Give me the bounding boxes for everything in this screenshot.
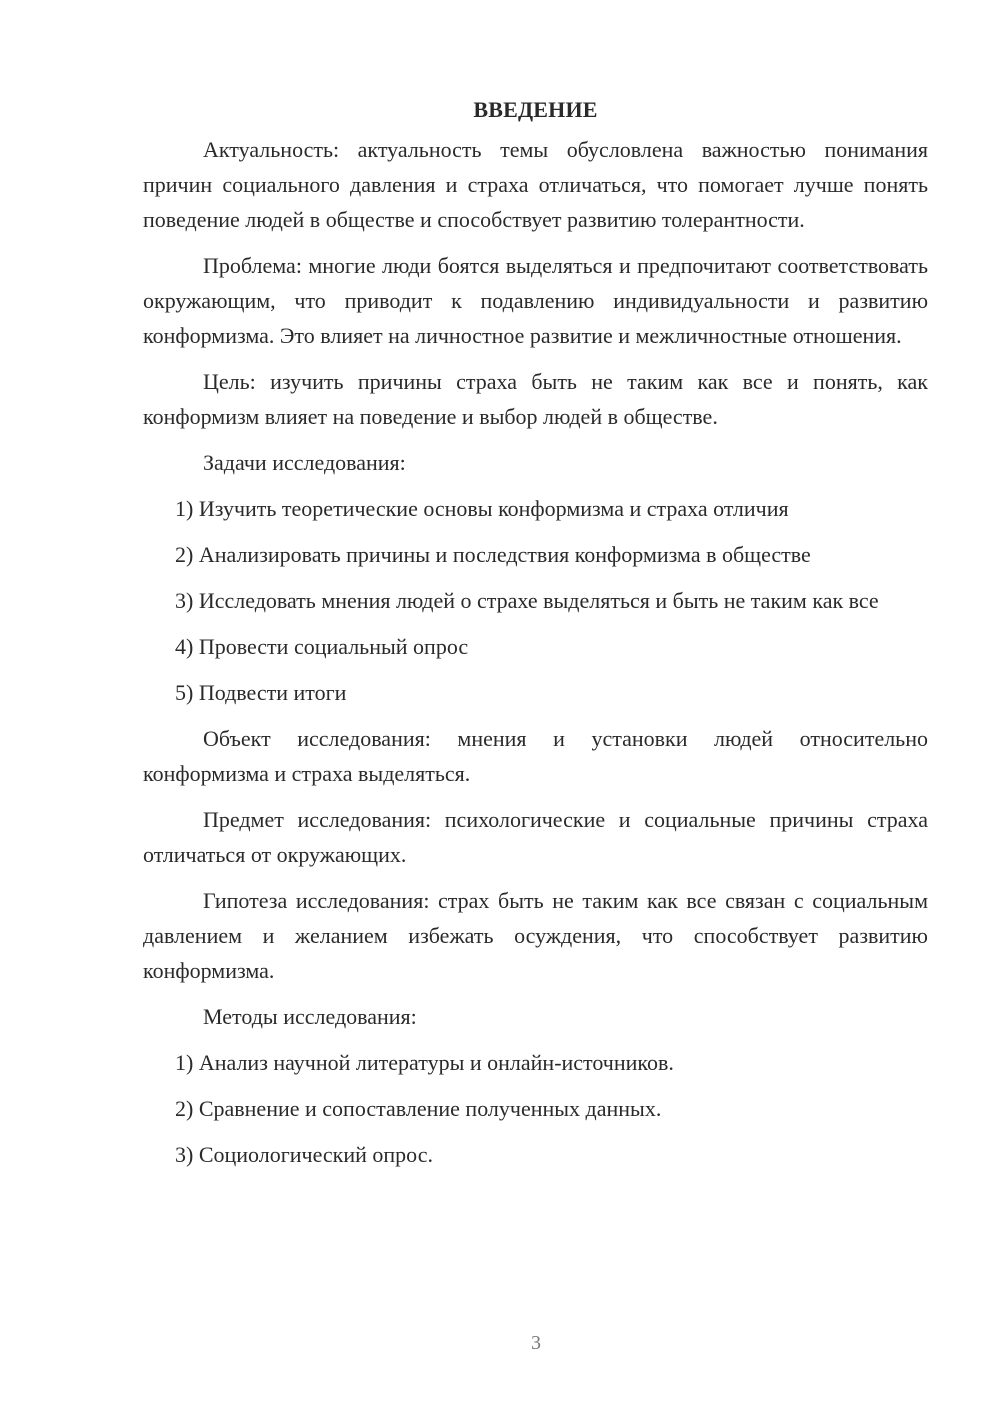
task-item: 1) Изучить теоретические основы конформизма и страха отличия (175, 496, 789, 521)
method-item: 1) Анализ научной литературы и онлайн-источников. (175, 1050, 674, 1075)
task-item: 2) Анализировать причины и последствия конформизма в обществе (175, 542, 811, 567)
methods-heading: Методы исследования: (203, 1004, 417, 1029)
task-item: 5) Подвести итоги (175, 680, 347, 705)
method-item: 2) Сравнение и сопоставление полученных данных. (175, 1096, 662, 1121)
paragraph-problem: Проблема: многие люди боятся выделяться и предпочитают соответствовать окружающим, что приводит к подавлению индивидуальности и развитию конформизма. Это влияет на личностное развитие и межличностные отношения. (143, 253, 928, 348)
paragraph-hypothesis: Гипотеза исследования: страх быть не таким как все связан с социальным давлением и желанием избежать осуждения, что способствует развитию конформизма. (143, 888, 928, 983)
paragraph-goal: Цель: изучить причины страха быть не таким как все и понять, как конформизм влияет на поведение и выбор людей в обществе. (143, 369, 928, 429)
page-number: 3 (531, 1332, 541, 1354)
document-page (143, 92, 928, 1183)
task-item: 4) Провести социальный опрос (175, 634, 469, 659)
paragraph-relevance: Актуальность: актуальность темы обусловлена важностью понимания причин социального давления и страха отличаться, что помогает лучше понять поведение людей в обществе и способствует развитию толерантности. (143, 137, 928, 232)
tasks-heading: Задачи исследования: (203, 450, 406, 475)
page-title: ВВЕДЕНИЕ (473, 97, 598, 122)
paragraph-subject: Предмет исследования: психологические и социальные причины страха отличаться от окружающих. (143, 807, 928, 867)
task-item: 3) Исследовать мнения людей о страхе выделяться и быть не таким как все (175, 588, 879, 613)
method-item: 3) Социологический опрос. (175, 1142, 433, 1167)
paragraph-object: Объект исследования: мнения и установки людей относительно конформизма и страха выделяться. (143, 726, 928, 786)
